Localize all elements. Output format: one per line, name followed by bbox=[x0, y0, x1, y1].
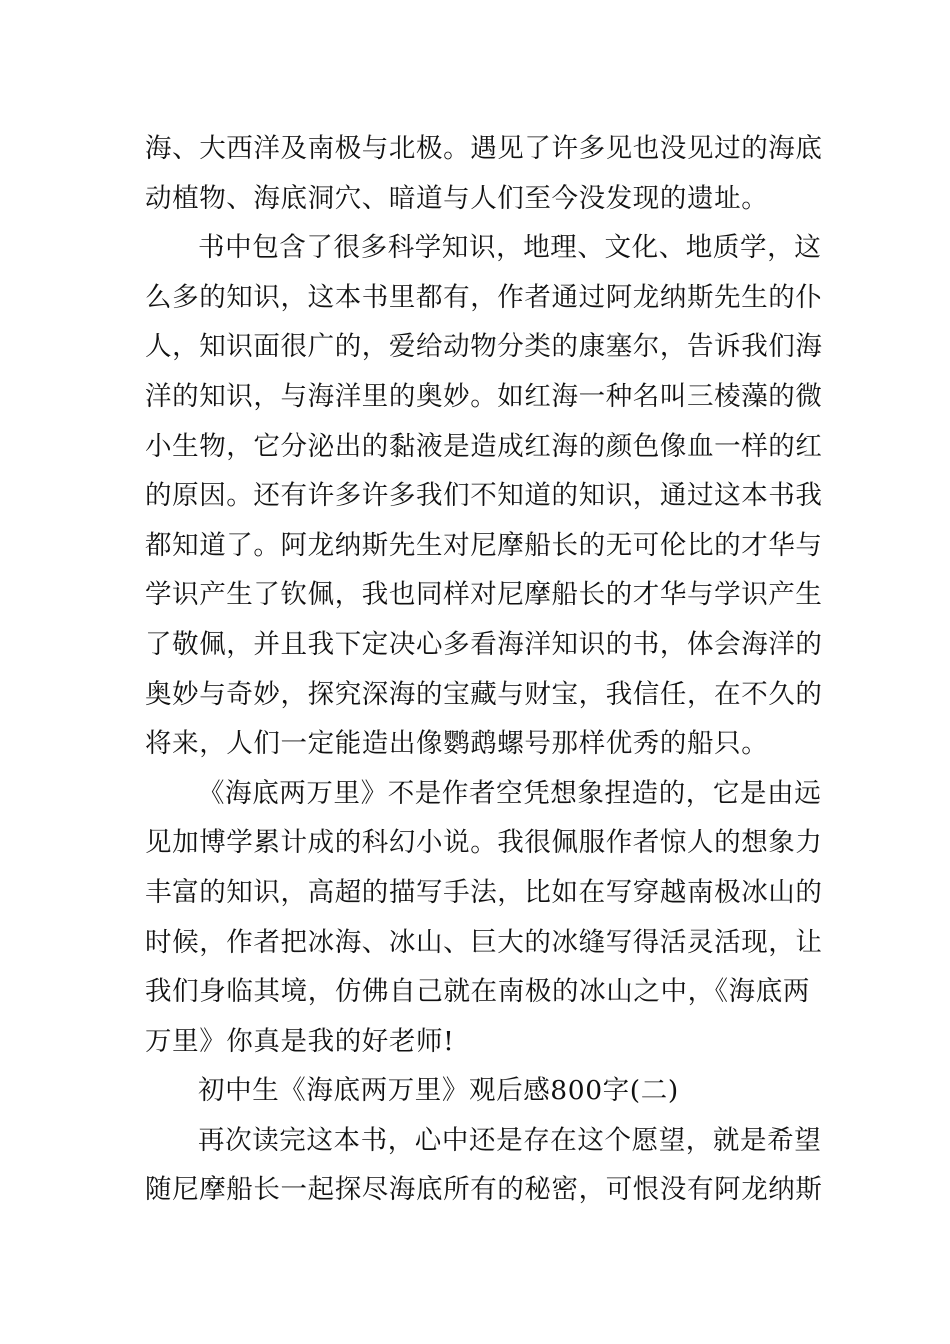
text-line: 学识产生了钦佩，我也同样对尼摩船长的才华与学识产生 bbox=[145, 579, 823, 611]
text-line: 随尼摩船长一起探尽海底所有的秘密，可恨没有阿龙纳斯 bbox=[145, 1174, 823, 1206]
text-line: 动植物、海底洞穴、暗道与人们至今没发现的遗址。 bbox=[145, 182, 769, 214]
section-heading: 初中生《海底两万里》观后感800字(二) bbox=[198, 1075, 679, 1107]
paragraph-first-line: 再次读完这本书，心中还是存在这个愿望，就是希望 bbox=[198, 1124, 822, 1156]
text-line: 见加博学累计成的科幻小说。我很佩服作者惊人的想象力 bbox=[145, 827, 823, 859]
text-line: 人，知识面很广的，爱给动物分类的康塞尔，告诉我们海 bbox=[145, 331, 823, 363]
paragraph-first-line: 书中包含了很多科学知识，地理、文化、地质学，这 bbox=[198, 232, 822, 264]
text-line: 时候，作者把冰海、冰山、巨大的冰缝写得活灵活现，让 bbox=[145, 926, 823, 958]
text-line: 的原因。还有许多许多我们不知道的知识，通过这本书我 bbox=[145, 480, 823, 512]
text-line: 了敬佩，并且我下定决心多看海洋知识的书，体会海洋的 bbox=[145, 628, 823, 660]
paragraph-first-line: 《海底两万里》不是作者空凭想象捏造的，它是由远 bbox=[198, 777, 822, 809]
text-line: 都知道了。阿龙纳斯先生对尼摩船长的无可伦比的才华与 bbox=[145, 529, 823, 561]
text-line: 万里》你真是我的好老师! bbox=[145, 1025, 455, 1057]
text-line: 将来，人们一定能造出像鹦鹉螺号那样优秀的船只。 bbox=[145, 728, 769, 760]
text-line: 丰富的知识，高超的描写手法，比如在写穿越南极冰山的 bbox=[145, 876, 823, 908]
text-line: 小生物，它分泌出的黏液是造成红海的颜色像血一样的红 bbox=[145, 430, 823, 462]
text-line: 奥妙与奇妙，探究深海的宝藏与财宝，我信任，在不久的 bbox=[145, 678, 823, 710]
text-line: 洋的知识，与海洋里的奥妙。如红海一种名叫三棱藻的微 bbox=[145, 380, 823, 412]
document-body bbox=[145, 124, 823, 1215]
text-line: 海、大西洋及南极与北极。遇见了许多见也没见过的海底 bbox=[145, 133, 823, 164]
text-line: 么多的知识，这本书里都有，作者通过阿龙纳斯先生的仆 bbox=[145, 281, 823, 313]
text-line: 我们身临其境，仿佛自己就在南极的冰山之中，《海底两 bbox=[145, 976, 810, 1008]
